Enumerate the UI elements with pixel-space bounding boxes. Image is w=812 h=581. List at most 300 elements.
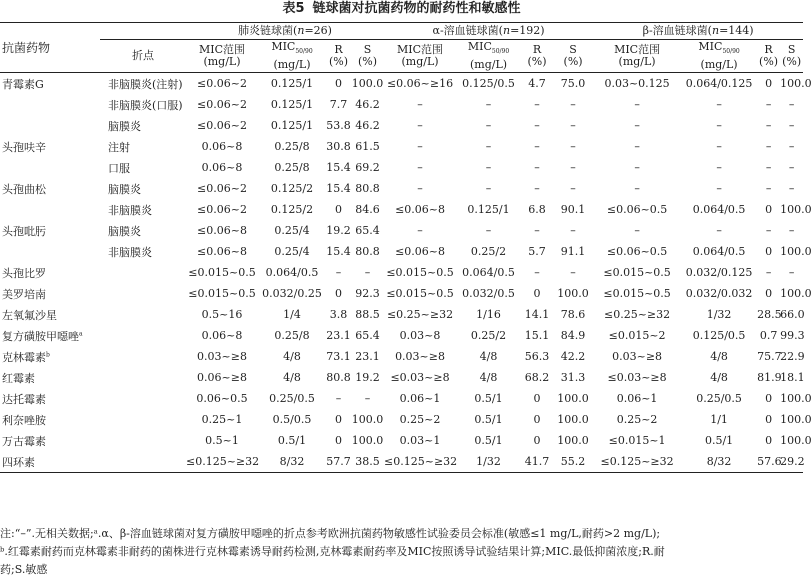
value-cell: 0 [533,287,541,300]
value-cell: – [765,224,772,237]
value-cell: 0.25/0.5 [269,392,315,405]
value-cell: ≤0.25~≥32 [386,308,454,321]
value-cell: 100.0 [557,434,589,447]
value-cell: – [570,98,576,111]
value-cell: – [534,140,540,153]
value-cell: 81.9 [757,371,782,384]
value-cell: – [417,182,423,195]
value-cell: 18.1 [780,371,805,384]
header-row-groups [0,23,803,40]
value-cell: 0.125/2 [270,203,314,216]
value-cell: ≤0.125~≥32 [186,451,258,473]
drug-name-cell [0,199,100,220]
value-cell: – [534,98,540,111]
value-cell: 0 [765,413,773,426]
value-cell: 0.03~0.125 [604,77,670,90]
value-cell: 8/32 [681,451,757,473]
value-cell: 3.8 [329,308,348,321]
value-cell: 1/1 [710,413,728,426]
value-cell: ≤0.06~2 [197,119,247,132]
value-cell: ≤0.06~2 [197,77,247,90]
value-cell: – [634,224,640,237]
table-row [0,388,803,409]
value-cell: – [570,266,576,279]
value-cell: – [788,140,795,153]
value-cell: 0.03~1 [399,434,441,447]
value-cell: ≤0.015~0.5 [386,266,454,279]
breakpoint-cell [100,367,186,388]
table-row [0,94,803,115]
value-cell: 23.1 [326,329,351,342]
breakpoint-cell [100,262,186,283]
value-cell: 0.25/4 [274,224,310,237]
col-header-s: S (%) [553,40,593,73]
value-cell: ≤0.06~≥16 [386,77,454,90]
value-cell: 0.25/2 [470,245,507,258]
col-header-mic-range: MIC范围 (mg/L) [186,40,258,73]
table-row [0,241,803,262]
value-cell: 100.0 [780,245,812,258]
value-cell: 0 [335,434,342,447]
value-cell: 46.2 [355,119,380,132]
value-cell: 0.25/8 [274,140,310,153]
value-cell: 78.6 [560,308,586,321]
value-cell: ≤0.015~2 [608,329,666,342]
value-cell: – [788,119,795,132]
value-cell: ≤0.06~0.5 [606,245,668,258]
value-cell: 0.03~8 [399,329,441,342]
value-cell: – [485,119,492,132]
breakpoint-cell: 脑膜炎 [108,119,141,133]
value-cell: 90.1 [560,203,586,216]
value-cell: – [765,140,772,153]
value-cell: 57.6 [757,451,780,473]
breakpoint-cell: 非脑膜炎 [108,245,152,259]
value-cell: 0.25/0.5 [696,392,742,405]
value-cell: – [570,224,576,237]
value-cell: – [335,266,342,279]
footnote-line: 注:“–”.无相关数据;ᵃ.α、β-溶血链球菌对复方磺胺甲噁唑的折点参考欧洲抗菌药物敏感性试验委员会标准(敏感≤1 mg/L,耐药>2 mg/L); [0,527,661,540]
table-row [0,115,803,136]
value-cell: 75.7 [757,350,782,363]
value-cell: – [716,119,722,132]
drug-name-cell: 克林霉素$^b$ [2,350,50,364]
value-cell: – [634,161,640,174]
value-cell: 0.7 [759,329,778,342]
value-cell: 0.125/1 [270,77,314,90]
value-cell: 4/8 [479,350,498,363]
table-row [0,409,803,430]
table-number: 表5 [282,1,305,16]
breakpoint-cell: 注射 [108,140,130,154]
value-cell: 0.064/0.5 [692,245,746,258]
breakpoint-cell: 非脑膜炎(注射) [108,77,183,91]
value-cell: 4.7 [528,77,546,90]
value-cell: 6.8 [528,203,546,216]
value-cell: 23.1 [355,350,380,363]
value-cell: ≤0.06~8 [197,245,247,258]
value-cell: 0.125/1 [270,98,314,111]
value-cell: 100.0 [351,77,384,90]
table-row [0,325,803,346]
col-header-mic50-90: $MIC_{50/90}$ (mg/L) [258,40,326,73]
breakpoint-cell: 非脑膜炎(口服) [108,98,183,112]
value-cell: – [634,98,640,111]
breakpoint-cell [100,451,186,473]
value-cell: ≤0.06~8 [197,224,247,237]
value-cell: – [765,119,772,132]
value-cell: – [534,161,540,174]
col-header-r: R (%) [326,40,351,73]
breakpoint-cell [100,430,186,451]
table-footnote [0,525,800,579]
value-cell: 5.7 [528,245,546,258]
value-cell: 8/32 [258,451,326,473]
col-header-s: S (%) [780,40,803,73]
value-cell: 0.03~≥8 [395,350,445,363]
header-row-columns [0,40,803,73]
value-cell: 84.6 [355,203,380,216]
drug-name-cell: 四环素 [0,451,100,473]
value-cell: 0.064/0.125 [685,77,753,90]
table-row [0,136,803,157]
col-header-breakpoint: 折点 [100,40,186,73]
value-cell: 0.25/2 [470,329,507,342]
value-cell: 0.5/1 [474,413,503,426]
value-cell: 0.03~≥8 [197,350,247,363]
value-cell: 46.2 [355,98,380,111]
value-cell: 84.9 [560,329,586,342]
col-header-mic50-90: $MIC_{50/90}$ (mg/L) [681,40,757,73]
drug-name-cell: 青霉素G [2,77,44,91]
drug-name-cell: 头孢曲松 [2,182,46,196]
value-cell: 0.25/4 [274,245,310,258]
value-cell: ≤0.25~≥32 [604,308,671,321]
drug-name-cell: 达托霉素 [2,392,46,406]
value-cell: 7.7 [329,98,348,111]
value-cell: 0 [533,413,541,426]
value-cell: 0.25~2 [616,413,658,426]
value-cell: 0.5/1 [474,434,503,447]
value-cell: – [485,224,492,237]
value-cell: 4/8 [710,371,728,384]
value-cell: 30.8 [326,140,351,153]
value-cell: 100.0 [557,287,589,300]
value-cell: – [634,140,640,153]
drug-name-cell [0,94,100,115]
value-cell: – [417,161,423,174]
value-cell: ≤0.06~8 [395,245,445,258]
drug-name-cell: 左氧氟沙星 [2,308,57,322]
value-cell: 0.06~8 [201,140,243,153]
col-header-r: R (%) [521,40,553,73]
value-cell: 29.2 [780,451,803,473]
value-cell: – [788,224,795,237]
value-cell: 38.5 [351,451,384,473]
value-cell: – [570,140,576,153]
value-cell: 0 [765,392,773,405]
value-cell: 0 [765,203,773,216]
value-cell: ≤0.06~2 [197,203,247,216]
value-cell: 0.032/0.032 [685,287,753,300]
col-header-mic-range: MIC范围 (mg/L) [593,40,681,73]
value-cell: 0 [765,434,773,447]
value-cell: – [634,182,640,195]
value-cell: 0 [765,77,773,90]
value-cell: ≤0.015~0.5 [188,266,256,279]
value-cell: 80.8 [355,182,380,195]
value-cell: 0.25~2 [399,413,441,426]
value-cell: 73.1 [326,350,351,363]
value-cell: 100.0 [351,434,384,447]
value-cell: 15.4 [326,245,351,258]
table-title [0,0,803,18]
value-cell: 0.125/1 [270,119,314,132]
group-header-pneumoniae: 肺炎链球菌(n=26) [186,23,384,40]
value-cell: – [765,98,772,111]
value-cell: 0 [533,434,541,447]
value-cell: 1/32 [706,308,732,321]
value-cell: 4/8 [479,371,498,384]
value-cell: 0.125/0.5 [692,329,746,342]
drug-name-cell: 复方磺胺甲噁唑$^a$ [2,329,83,343]
breakpoint-cell: 脑膜炎 [108,182,141,196]
value-cell: ≤0.015~0.5 [188,287,256,300]
value-cell: – [716,161,722,174]
drug-name-cell: 头孢比罗 [2,266,46,280]
value-cell: 0.06~8 [201,329,243,342]
value-cell: 0.06~1 [399,392,441,405]
value-cell: 0.5/1 [277,434,307,447]
col-header-r: R (%) [757,40,780,73]
value-cell: 100.0 [351,413,384,426]
drug-name-cell: 利奈唑胺 [2,413,46,427]
value-cell: 0.25~1 [201,413,243,426]
value-cell: – [716,224,722,237]
col-header-mic50-90: $MIC_{50/90}$ (mg/L) [456,40,521,73]
value-cell: – [534,182,540,195]
drug-name-cell: 头孢吡肟 [2,224,46,238]
value-cell: 69.2 [355,161,380,174]
value-cell: 0.06~≥8 [197,371,247,384]
value-cell: 1/32 [456,451,521,473]
value-cell: – [570,119,576,132]
drug-name-cell: 头孢呋辛 [2,140,46,154]
value-cell: – [417,140,423,153]
value-cell: – [485,140,492,153]
col-header-mic-range: MIC范围 (mg/L) [384,40,456,73]
value-cell: 80.8 [355,245,380,258]
value-cell: 0 [765,245,773,258]
value-cell: 15.4 [326,182,351,195]
value-cell: 0.032/0.125 [685,266,753,279]
value-cell: 1/4 [283,308,301,321]
value-cell: 14.1 [524,308,550,321]
table-row [0,262,803,283]
breakpoint-cell: 口服 [108,161,130,175]
value-cell: – [485,182,492,195]
value-cell: – [716,140,722,153]
drug-name-cell [0,241,100,262]
value-cell: – [788,266,795,279]
table-row [0,283,803,304]
value-cell: 75.0 [560,77,586,90]
value-cell: 0.064/0.5 [265,266,319,279]
value-cell: 19.2 [355,371,380,384]
table-row [0,178,803,199]
value-cell: – [417,119,423,132]
group-header-alpha: α-溶血链球菌(n=192) [384,23,593,40]
value-cell: ≤0.06~0.5 [606,203,668,216]
value-cell: ≤0.015~0.5 [603,266,671,279]
value-cell: 15.4 [326,161,351,174]
value-cell: 56.3 [524,350,550,363]
value-cell: – [716,98,722,111]
value-cell: 0.5/0.5 [272,413,312,426]
value-cell: – [716,182,722,195]
drug-name-cell: 万古霉素 [2,434,46,448]
value-cell: 0 [335,77,342,90]
drug-name-cell [0,115,100,136]
value-cell: – [534,119,540,132]
breakpoint-cell [100,409,186,430]
breakpoint-cell: 脑膜炎 [108,224,141,238]
value-cell: 4/8 [283,350,301,363]
drug-name-cell: 红霉素 [2,371,35,385]
value-cell: – [634,119,640,132]
resistance-table [0,22,812,473]
value-cell: 0.25/8 [274,161,310,174]
value-cell: – [570,182,576,195]
value-cell: 0 [335,203,342,216]
value-cell: 4/8 [710,350,728,363]
value-cell: – [364,392,371,405]
value-cell: 0.5~16 [201,308,243,321]
value-cell: 0.064/0.5 [692,203,746,216]
breakpoint-cell: 非脑膜炎 [108,203,152,217]
table-row [0,304,803,325]
value-cell: 66.0 [780,308,805,321]
table-title-text: 链球菌对抗菌药物的耐药性和敏感性 [312,1,521,16]
value-cell: 0 [765,287,773,300]
value-cell: ≤0.015~1 [608,434,666,447]
value-cell: 65.4 [355,224,380,237]
value-cell: ≤0.06~2 [197,182,247,195]
value-cell: 100.0 [557,392,589,405]
value-cell: 100.0 [780,203,812,216]
breakpoint-cell [100,346,186,367]
value-cell: – [534,266,540,279]
footnote-line: 药;S.敏感 [0,563,48,576]
value-cell: ≤0.125~≥32 [384,451,456,473]
breakpoint-cell [100,283,186,304]
value-cell: – [570,161,576,174]
value-cell: 0.5/1 [474,392,503,405]
value-cell: – [364,266,371,279]
value-cell: 91.1 [560,245,586,258]
value-cell: – [417,224,423,237]
value-cell: 42.2 [560,350,586,363]
value-cell: ≤0.06~2 [197,98,247,111]
value-cell: 0 [533,392,541,405]
value-cell: 100.0 [780,434,812,447]
table-row [0,346,803,367]
table-row [0,73,803,95]
value-cell: – [765,266,772,279]
table-row [0,220,803,241]
value-cell: – [534,224,540,237]
value-cell: 0.06~8 [201,161,243,174]
value-cell: 0 [335,287,342,300]
value-cell: 100.0 [780,392,812,405]
value-cell: 0.125/1 [467,203,510,216]
value-cell: – [335,392,342,405]
value-cell: 0.064/0.5 [462,266,515,279]
table-row [0,367,803,388]
value-cell: – [788,98,795,111]
value-cell: 19.2 [326,224,351,237]
value-cell: 0.125/0.5 [462,77,515,90]
group-header-beta: β-溶血链球菌(n=144) [593,23,803,40]
value-cell: 61.5 [355,140,380,153]
value-cell: – [485,98,492,111]
value-cell: ≤0.015~0.5 [386,287,454,300]
value-cell: 0.25/8 [274,329,310,342]
value-cell: ≤0.015~0.5 [603,287,671,300]
breakpoint-cell [100,388,186,409]
value-cell: 53.8 [326,119,351,132]
value-cell: ≤0.03~≥8 [607,371,667,384]
value-cell: 41.7 [521,451,553,473]
value-cell: 31.3 [560,371,586,384]
value-cell: 100.0 [557,413,589,426]
value-cell: 92.3 [355,287,380,300]
table-body [0,73,812,473]
value-cell: 68.2 [524,371,550,384]
value-cell: 0.06~0.5 [196,392,248,405]
value-cell: 0.032/0.25 [262,287,322,300]
col-header-drug: 抗菌药物 [0,23,100,73]
value-cell: 65.4 [355,329,380,342]
drug-name-cell [0,157,100,178]
value-cell: 0.5/1 [704,434,734,447]
value-cell: 0.5~1 [205,434,239,447]
value-cell: 99.3 [780,329,805,342]
value-cell: – [788,161,795,174]
value-cell: 28.5 [757,308,782,321]
footnote-line: ᵇ.红霉素耐药而克林霉素非耐药的菌株进行克林霉素诱导耐药检测,克林霉素耐药率及MIC按照诱导试验结果计算;MIC.最低抑菌浓度;R.耐 [0,545,665,558]
value-cell: 100.0 [780,287,812,300]
table-row [0,157,803,178]
value-cell: ≤0.125~≥32 [593,451,681,473]
breakpoint-cell [100,304,186,325]
value-cell: ≤0.06~8 [395,203,445,216]
value-cell: 100.0 [780,77,812,90]
breakpoint-cell [100,325,186,346]
value-cell: 15.1 [524,329,550,342]
table-row [0,451,803,473]
value-cell: 0.125/2 [270,182,314,195]
value-cell: 80.8 [326,371,351,384]
col-header-s: S (%) [351,40,384,73]
table-row [0,430,803,451]
table-row [0,199,803,220]
value-cell: 0.032/0.5 [462,287,515,300]
value-cell: – [485,161,492,174]
value-cell: – [765,182,772,195]
value-cell: 1/16 [476,308,501,321]
value-cell: 4/8 [283,371,301,384]
